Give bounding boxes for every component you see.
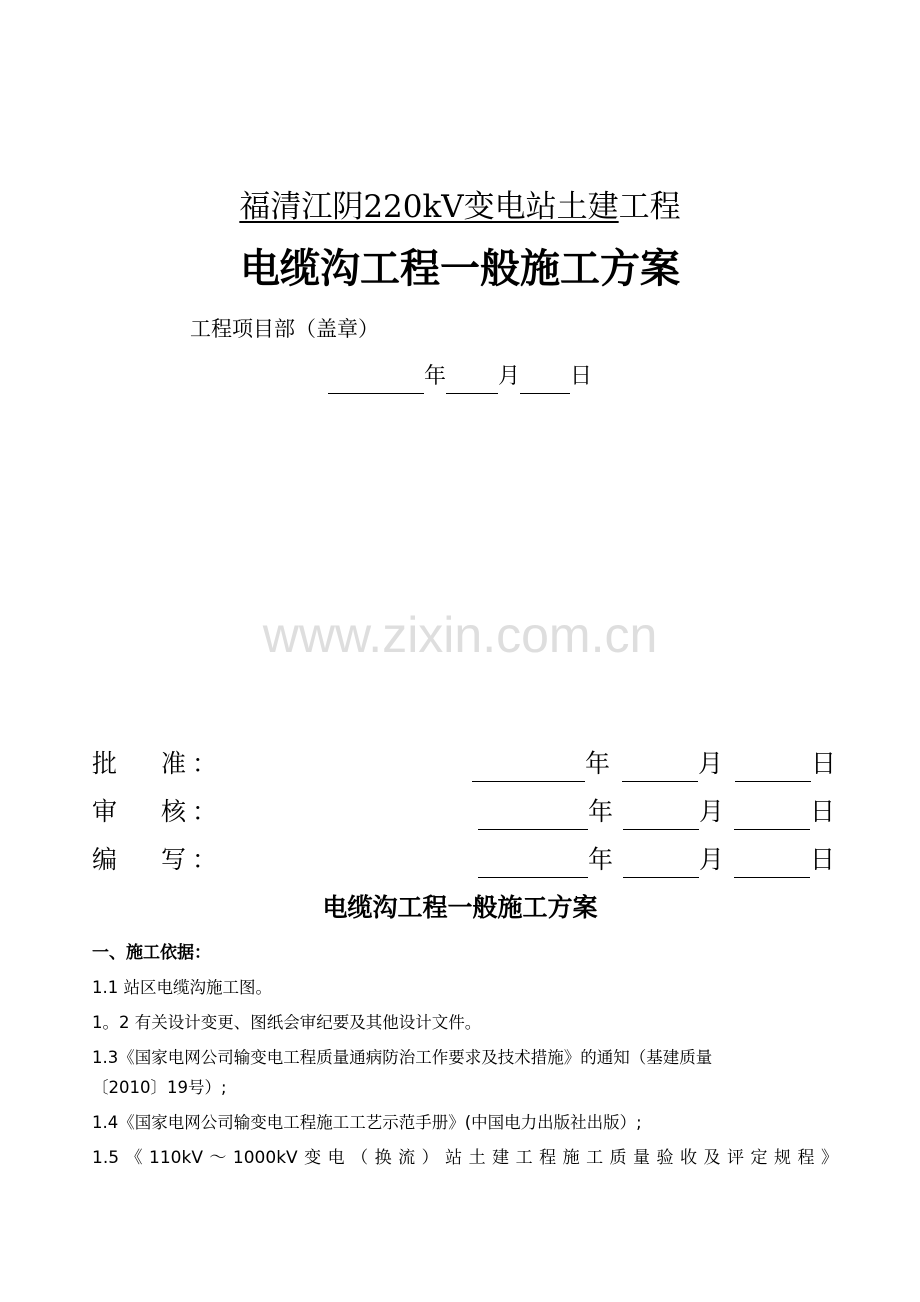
review-char-1: 审 [92, 797, 118, 826]
approve-day-blank [735, 751, 811, 782]
review-day-blank [734, 799, 810, 830]
approve-label [92, 746, 217, 782]
project-title [0, 183, 920, 231]
approve-colon: ： [192, 749, 218, 778]
author-month-blank [623, 847, 699, 878]
author-day-label: 日 [810, 845, 836, 874]
project-title-underlined: 福清江阴220kV变电站土建 [239, 189, 619, 225]
list-item-1-1: 1.1 站区电缆沟施工图。 [92, 978, 272, 997]
author-year-label: 年 [588, 845, 614, 874]
review-date [478, 794, 835, 830]
review-year-label: 年 [588, 797, 614, 826]
project-title-rest: 工程 [618, 189, 681, 225]
approve-char-1: 批 [92, 749, 118, 778]
author-year-blank [478, 847, 588, 878]
review-month-blank [623, 799, 699, 830]
author-char-2: 写 [161, 845, 187, 874]
list-item-1-3: 1.3《国家电网公司输变电工程质量通病防治工作要求及技术措施》的通知（基建质量 [92, 1048, 713, 1067]
approve-year-blank [472, 751, 585, 782]
day-label: 日 [570, 364, 593, 389]
author-date [478, 842, 835, 878]
day-blank [520, 367, 570, 394]
month-blank [446, 367, 498, 394]
approve-day-label: 日 [811, 749, 837, 778]
body-heading: 电缆沟工程一般施工方案 [322, 893, 598, 922]
list-item-1-2: 1。2 有关设计变更、图纸会审纪要及其他设计文件。 [92, 1013, 482, 1032]
review-char-2: 核 [161, 797, 187, 826]
plan-title: 电缆沟工程一般施工方案 [240, 245, 680, 292]
cover-date-line [328, 360, 592, 394]
list-item-1-3-cont: 〔2010〕19号）; [92, 1078, 227, 1097]
watermark: www.zixin.com.cn [262, 607, 658, 663]
author-colon: ： [192, 845, 218, 874]
author-month-label: 月 [699, 845, 725, 874]
author-label [92, 842, 217, 878]
review-year-blank [478, 799, 588, 830]
approve-char-2: 准 [161, 749, 187, 778]
review-day-label: 日 [810, 797, 836, 826]
approve-month-label: 月 [698, 749, 724, 778]
section-heading-basis: 一、施工依据： [92, 943, 211, 963]
department-seal-line: 工程项目部（盖章） [190, 317, 379, 341]
list-item-1-4: 1.4《国家电网公司输变电工程施工工艺示范手册》(中国电力出版社出版）; [92, 1113, 642, 1132]
month-label: 月 [498, 364, 521, 389]
year-label: 年 [424, 364, 447, 389]
approve-year-label: 年 [585, 749, 611, 778]
author-day-blank [734, 847, 810, 878]
list-item-1-5: 1.5《110kV～1000kV变电（换流）站土建工程施工质量验收及评定规程》 [92, 1148, 838, 1168]
review-label [92, 794, 217, 830]
year-blank [328, 367, 424, 394]
review-month-label: 月 [699, 797, 725, 826]
author-char-1: 编 [92, 845, 118, 874]
approve-date [472, 746, 836, 782]
review-colon: ： [192, 797, 218, 826]
approve-month-blank [622, 751, 698, 782]
